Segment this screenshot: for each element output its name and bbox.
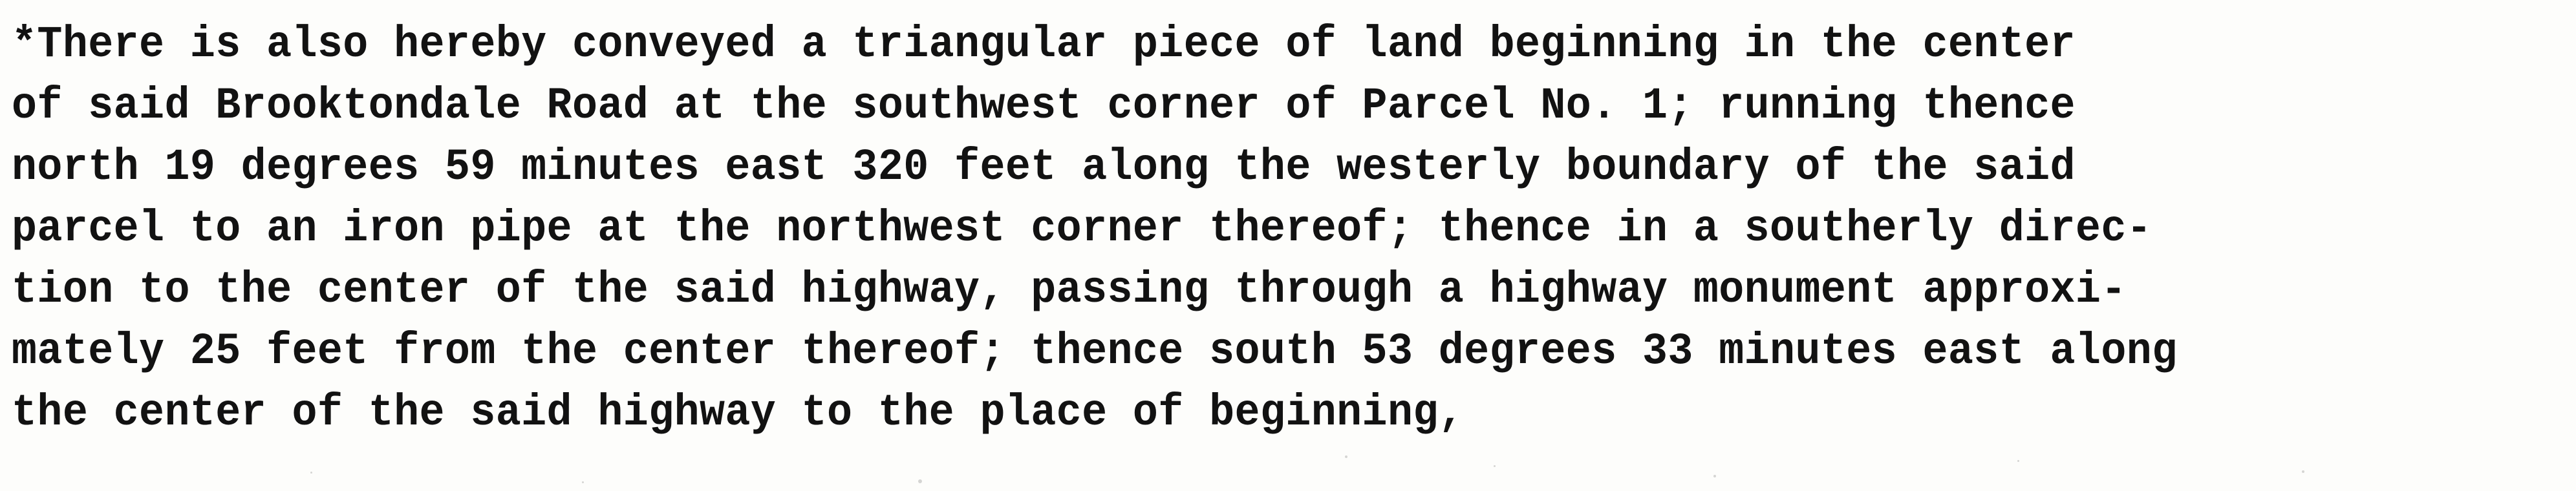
text-line-6: mately 25 feet from the center thereof; thence south 53 degrees 33 minutes east along [12,326,2178,377]
text-line-1: *There is also hereby conveyed a triangular piece of land beginning in the center [12,19,2076,70]
text-line-7: the center of the said highway to the place of beginning, [12,388,1465,438]
scan-speckle [582,481,584,483]
scan-speckle [2017,460,2019,462]
deed-paragraph [12,14,2572,444]
text-line-5: tion to the center of the said highway, passing through a highway monument approxi- [12,265,2127,315]
scan-speckle [1494,465,1496,467]
text-line-2: of said Brooktondale Road at the southwest corner of Parcel No. 1; running thence [12,81,2076,131]
scan-speckle [1345,455,1347,458]
scan-speckle [2302,470,2304,473]
text-line-4: parcel to an iron pipe at the northwest corner thereof; thence in a southerly direc- [12,204,2152,254]
scan-speckle [310,472,312,474]
scan-speckle [918,479,922,483]
text-line-3: north 19 degrees 59 minutes east 320 feet along the westerly boundary of the said [12,142,2076,193]
scan-speckle [1713,475,1716,477]
